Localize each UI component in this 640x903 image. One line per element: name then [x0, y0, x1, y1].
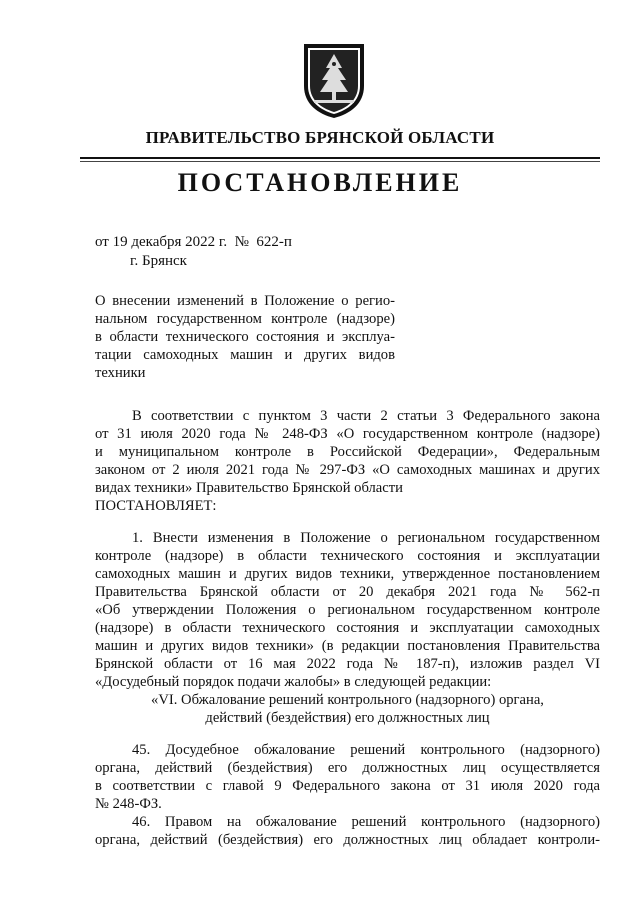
subject-line: в области технического состояния и эксплуа-	[95, 329, 395, 345]
item-1-line: 1. Внести изменения в Положение о региональном государственном	[132, 530, 600, 546]
item-1-line: «Об утверждении Положения о региональном государственном контроле	[95, 602, 600, 618]
subject-line: О внесении изменений в Положение о регио-	[95, 293, 395, 309]
preamble-line: В соответствии с пунктом 3 части 2 статьи 3 Федерального закона	[132, 408, 600, 424]
item-45-line: № 248-ФЗ.	[95, 796, 162, 812]
item-1-line: Правительства Брянской области от 20 декабря 2021 года № 562-п	[95, 584, 600, 600]
preamble-line: законом от 2 июля 2021 года № 297-ФЗ «О самоходных машинах и других	[95, 462, 600, 478]
decree-word: ПОСТАНОВЛЯЕТ:	[95, 498, 217, 514]
header-divider	[80, 157, 600, 159]
item-45-line: органа, действий (бездействия) его должностных лиц осуществляется	[95, 760, 600, 776]
preamble-line: от 31 июля 2020 года № 248-ФЗ «О государственном контроле (надзоре)	[95, 426, 600, 442]
item-1-line: самоходных машин и других видов техники, утвержденное постановлением	[95, 566, 600, 582]
document-body	[95, 407, 600, 849]
section-heading: действий (бездействия) его должностных лиц	[205, 710, 490, 726]
subject-line: техники	[95, 365, 146, 381]
organization-name: ПРАВИТЕЛЬСТВО БРЯНСКОЙ ОБЛАСТИ	[145, 128, 495, 147]
item-1-line: «Досудебный порядок подачи жалобы» в следующей редакции:	[95, 674, 492, 690]
bryansk-coat-of-arms-icon	[300, 40, 368, 120]
document-city: г. Брянск	[130, 253, 187, 269]
document-subject	[95, 292, 395, 382]
section-heading: «VI. Обжалование решений контрольного (надзорного) органа,	[151, 692, 544, 708]
item-1-line: машин и других видов техники» (в редакции постановления Правительства	[95, 638, 600, 654]
item-1-line: (надзоре) в области технического состояния и эксплуатации самоходных	[95, 620, 600, 636]
item-45-line: в соответствии с главой 9 Федерального закона от 31 июля 2020 года	[95, 778, 600, 794]
item-46-line: органа, действий (бездействия) его должностных лиц обладает контроли-	[95, 832, 600, 848]
item-46-line: 46. Правом на обжалование решений контрольного (надзорного)	[132, 814, 600, 830]
document-date-number: от 19 декабря 2022 г. № 622-п	[95, 234, 292, 250]
subject-line: нальном государственном контроле (надзоре)	[95, 311, 395, 327]
document-title: ПОСТАНОВЛЕНИЕ	[177, 168, 463, 197]
header-divider-thin	[80, 161, 600, 162]
preamble-line: и муниципальном контроле в Российской Федерации», Федеральным	[95, 444, 600, 460]
item-1-line: Брянской области от 16 мая 2022 года № 187-п), изложив раздел VI	[95, 656, 600, 672]
preamble-line: видах техники» Правительство Брянской области	[95, 480, 403, 496]
item-1-line: контроле (надзоре) в области технического состояния и эксплуатации	[95, 548, 600, 564]
subject-line: тации самоходных машин и других видов	[95, 347, 395, 363]
item-45-line: 45. Досудебное обжалование решений контрольного (надзорного)	[132, 742, 600, 758]
